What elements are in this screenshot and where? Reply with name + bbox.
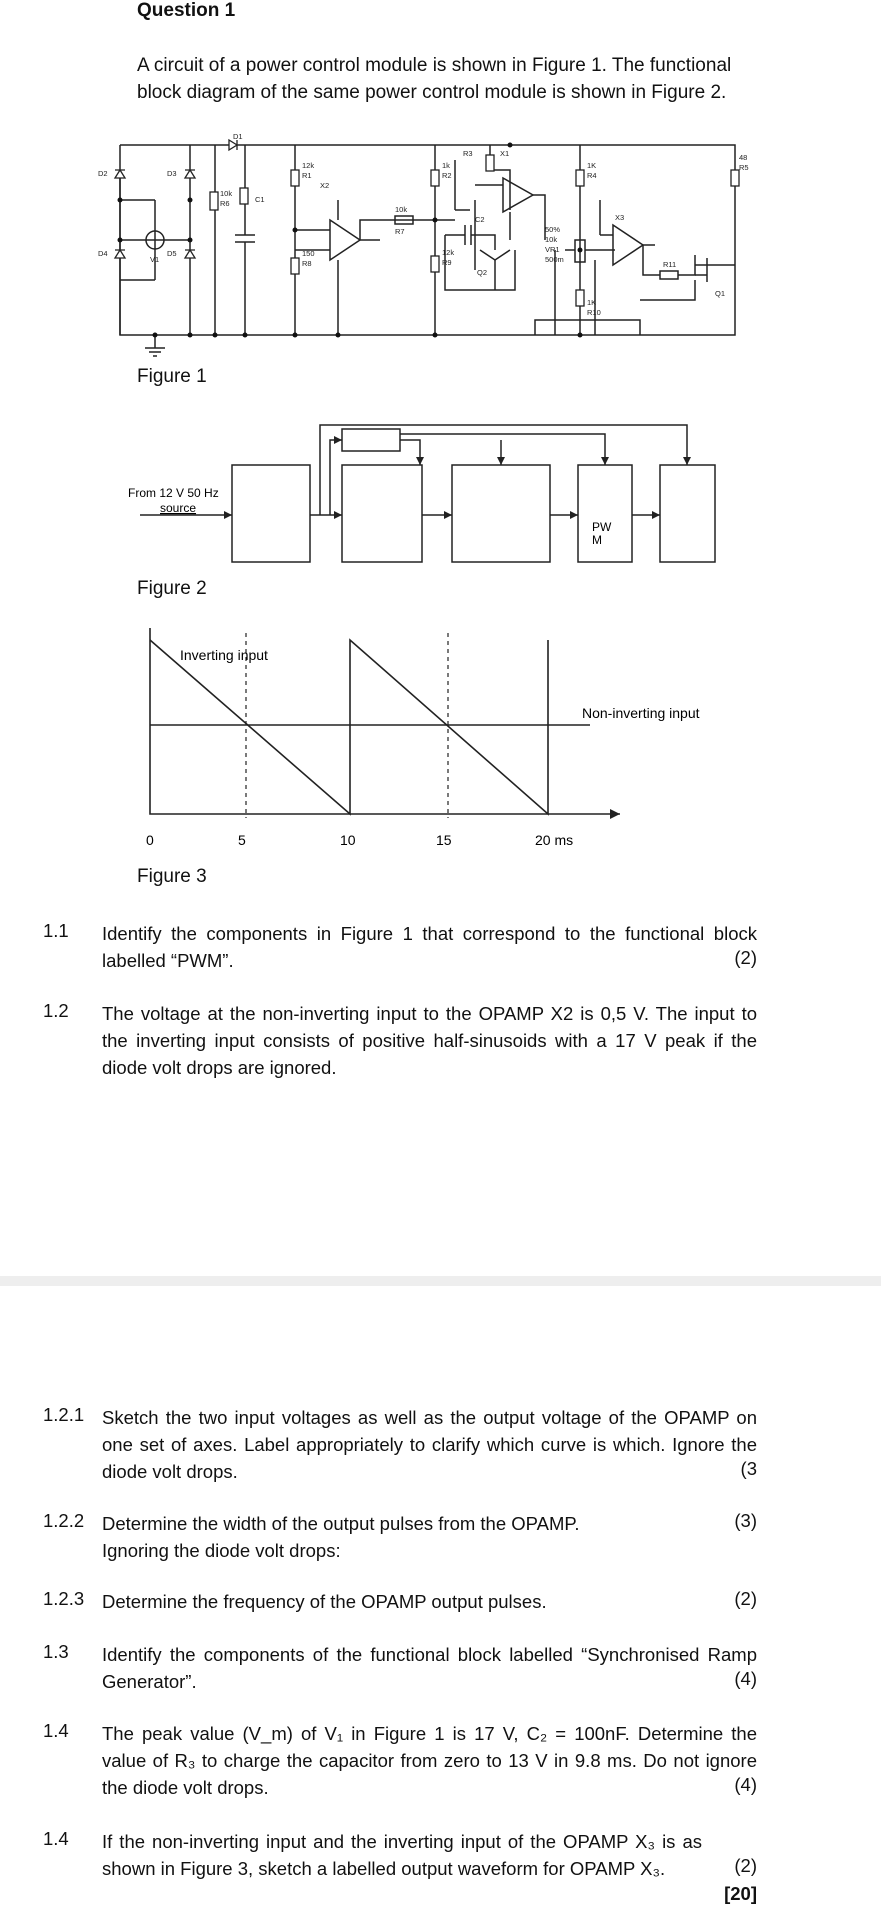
- page-break: [0, 1276, 881, 1286]
- tick-10: 10: [340, 832, 356, 848]
- label-r2: R2: [442, 171, 452, 180]
- label-c1: C1: [255, 195, 265, 204]
- figure-3-waveform: [130, 628, 730, 853]
- question-marks: (2): [734, 1588, 757, 1609]
- question-text: If the non-inverting input and the inverting input of the OPAMP X₃ is as shown in Figure 3, sketch a labelled output waveform for OPAMP X₃.: [102, 1831, 702, 1879]
- inverting-ramp: [150, 640, 548, 814]
- figure-2-caption: Figure 2: [137, 578, 207, 599]
- inverting-input-label: Inverting input: [180, 647, 268, 663]
- question-marks: (2): [734, 1855, 757, 1876]
- question-number: 1.2.1: [43, 1404, 85, 1425]
- label-r4-value: 1K: [587, 161, 597, 170]
- label-vr1-value: 10k: [545, 235, 558, 244]
- figure-1-circuit: [95, 132, 749, 360]
- intro-paragraph: A circuit of a power control module is shown in Figure 1. The functional block diagram of the same power control module is shown in Figure 2.: [137, 55, 732, 103]
- label-r5: R5: [739, 163, 749, 172]
- question-text: The peak value (V_m) of V₁ in Figure 1 is 17 V, C₂ = 100nF. Determine the value of R₃ to charge the capacitor from zero to 13 V in 9.8 ms. Do not ignore the diode volt drops.: [102, 1723, 757, 1798]
- question-marks: (3): [734, 1510, 757, 1531]
- label-q2: Q2: [477, 268, 488, 277]
- question-text: Identify the components of the functional block labelled “Synchronised Ramp Generator”.: [102, 1644, 757, 1692]
- label-r3: R3: [463, 149, 473, 158]
- block-top: [342, 429, 400, 451]
- label-vr1: VR1: [545, 245, 560, 254]
- label-d2: D2: [98, 169, 108, 178]
- question-marks: (4): [734, 1668, 757, 1689]
- label-x3: X3: [615, 213, 625, 222]
- label-q1: Q1: [715, 289, 726, 298]
- label-c2: C2: [475, 215, 485, 224]
- tick-20: 20 ms: [535, 832, 574, 848]
- source-label-2: source: [160, 501, 197, 515]
- label-r8-value: 150: [302, 249, 315, 258]
- tick-15: 15: [436, 832, 452, 848]
- label-r1: R1: [302, 171, 312, 180]
- question-text: Determine the width of the output pulses from the OPAMP.: [102, 1513, 580, 1534]
- pwm-label: PW: [592, 520, 612, 534]
- question-number: 1.4: [43, 1720, 69, 1741]
- label-r9-value: 12k: [442, 248, 455, 257]
- label-r7: R7: [395, 227, 405, 236]
- question-heading: Question 1: [137, 0, 236, 21]
- figure-1-caption: Figure 1: [137, 366, 207, 387]
- label-v1: V1: [150, 255, 160, 264]
- question-text: Identify the components in Figure 1 that correspond to the functional block labelled “PWM”.: [102, 923, 757, 971]
- label-d3: D3: [167, 169, 177, 178]
- label-r8: R8: [302, 259, 312, 268]
- block-5: [660, 465, 715, 562]
- block-3: [452, 465, 550, 562]
- question-text: The voltage at the non-inverting input to the OPAMP X2 is 0,5 V. The input to the inverting input consists of positive half-sinusoids with a 17 V peak if the diode volt drops are ignored.: [102, 1003, 757, 1078]
- label-r6-value: 10k: [220, 189, 233, 198]
- tick-5: 5: [238, 832, 246, 848]
- total-marks: [20]: [724, 1883, 757, 1904]
- pwm-label-2: M: [592, 533, 602, 547]
- label-r1-value: 12k: [302, 161, 315, 170]
- question-text-2: Ignoring the diode volt drops:: [102, 1540, 341, 1561]
- label-r11: R11: [663, 260, 677, 269]
- label-r2-value: 1k: [442, 161, 450, 170]
- figure-3-caption: Figure 3: [137, 866, 207, 887]
- label-r6: R6: [220, 199, 230, 208]
- noninverting-input-label: Non-inverting input: [582, 705, 700, 721]
- figure-2-block-diagram: [120, 420, 740, 570]
- question-number: 1.4: [43, 1828, 69, 1849]
- block-1: [232, 465, 310, 562]
- question-marks: (3: [740, 1458, 757, 1479]
- label-r10-value: 1K: [587, 298, 597, 307]
- label-r10: R10: [587, 308, 601, 317]
- label-r5-value: 48: [739, 153, 748, 162]
- label-r9: R9: [442, 258, 452, 267]
- label-vr1-wiper: 500m: [545, 255, 564, 264]
- source-label: From 12 V 50 Hz: [128, 486, 219, 500]
- question-number: 1.2.2: [43, 1510, 85, 1531]
- question-number: 1.3: [43, 1641, 69, 1662]
- label-r4: R4: [587, 171, 597, 180]
- question-marks: (4): [734, 1774, 757, 1795]
- question-text: Sketch the two input voltages as well as the output voltage of the OPAMP on one set of axes. Label appropriately to clarify which curve is which. Ignore the diode volt drops.: [102, 1407, 757, 1482]
- question-marks: (2): [734, 947, 757, 968]
- question-number: 1.2: [43, 1000, 69, 1021]
- label-d1: D1: [233, 132, 243, 141]
- label-vr1-percent: 50%: [545, 225, 561, 234]
- block-2: [342, 465, 422, 562]
- question-number: 1.2.3: [43, 1588, 85, 1609]
- tick-0: 0: [146, 832, 154, 848]
- label-d4: D4: [98, 249, 108, 258]
- block-pwm: [578, 465, 632, 562]
- question-text: Determine the frequency of the OPAMP output pulses.: [102, 1591, 547, 1612]
- label-d5: D5: [167, 249, 177, 258]
- label-x1: X1: [500, 149, 510, 158]
- question-number: 1.1: [43, 920, 69, 941]
- label-r7-value: 10k: [395, 205, 408, 214]
- label-x2: X2: [320, 181, 330, 190]
